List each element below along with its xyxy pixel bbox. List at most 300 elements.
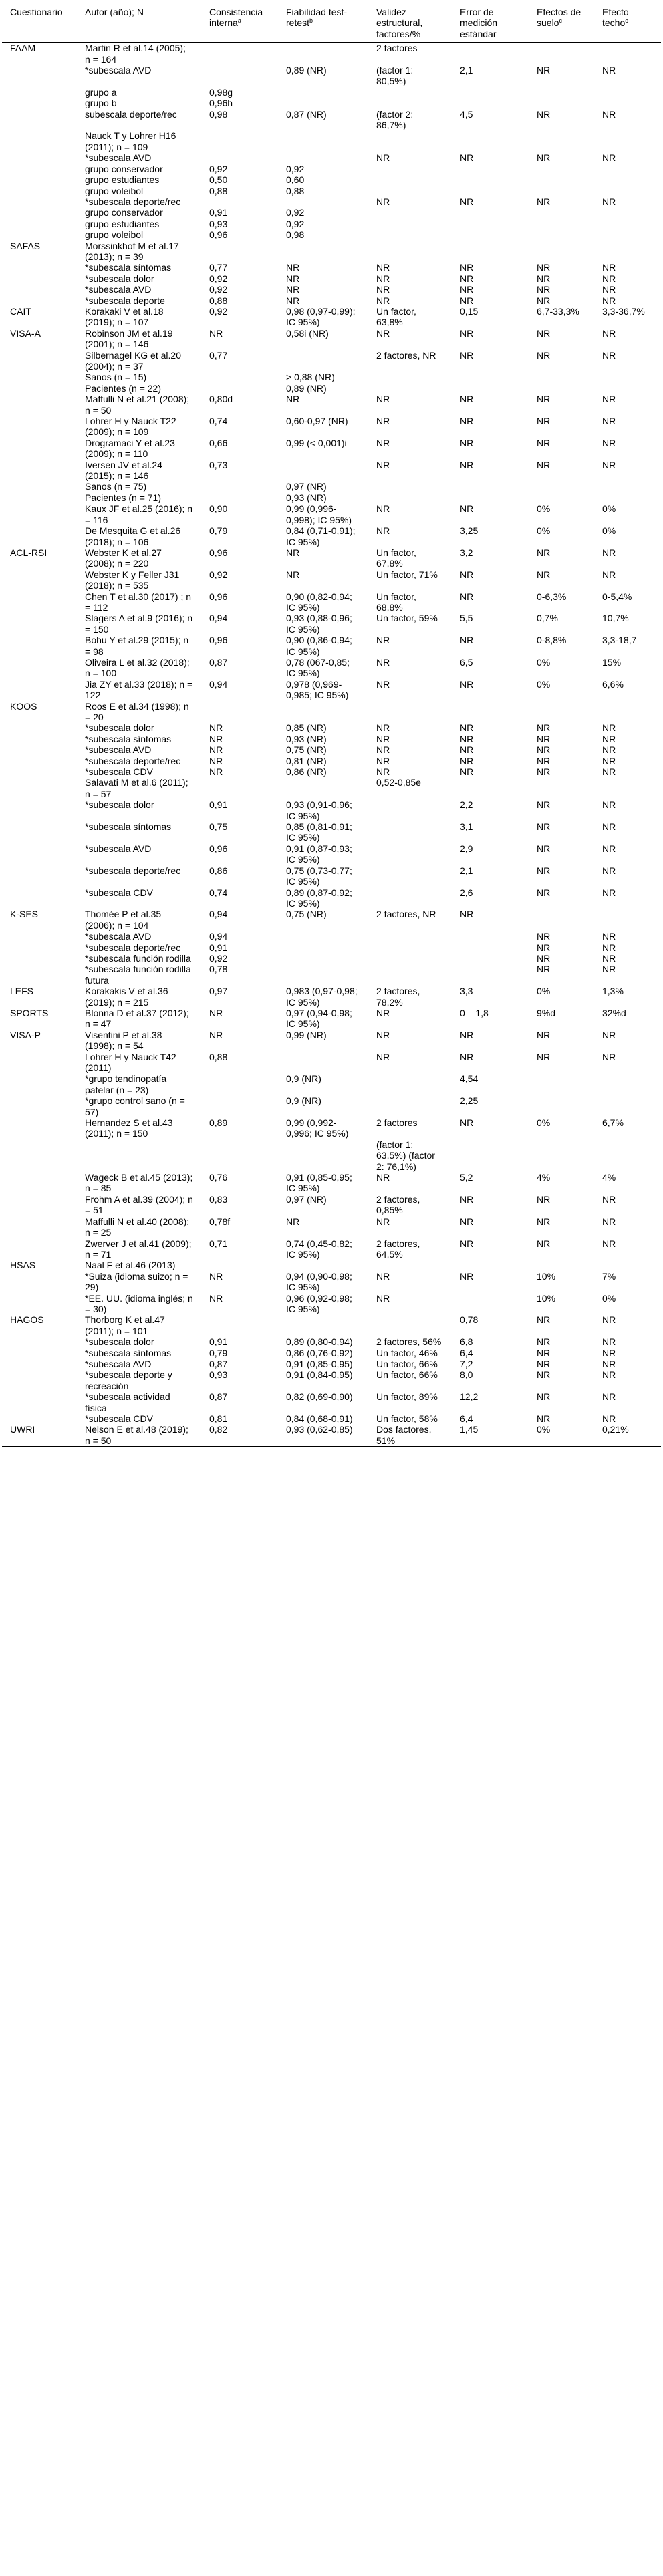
- cell-internal-consistency: 0,94: [209, 613, 228, 624]
- cell-structural-validity: NR: [376, 1292, 390, 1304]
- table-row: [2, 777, 661, 799]
- cell-structural-validity: [368, 964, 452, 986]
- cell-internal-consistency: 0,78f: [209, 1215, 231, 1227]
- cell-sem: 6,5: [460, 656, 473, 668]
- cell-test-retest: 0,91 (0,85-0,95): [286, 1358, 353, 1369]
- cell-floor-effect: NR: [537, 1391, 551, 1403]
- cell-structural-validity: NR: [376, 1172, 390, 1183]
- cell-author: *subescala dolor: [85, 799, 154, 811]
- cell-questionnaire: [2, 525, 77, 547]
- cell-test-retest: 0,93 (0,88-0,96; IC 95%): [286, 613, 352, 635]
- cell-author: Maffulli N et al.21 (2008); n = 50: [85, 394, 190, 416]
- cell-structural-validity: [368, 164, 452, 174]
- cell-test-retest: 0,85 (0,81-0,91; IC 95%): [286, 821, 352, 843]
- cell-author: Iversen JV et al.24 (2015); n = 146: [85, 459, 162, 482]
- cell-test-retest: NR: [286, 262, 300, 273]
- cell-sem: NR: [460, 1117, 474, 1129]
- cell-sem: NR: [460, 1238, 474, 1249]
- cell-structural-validity: [368, 481, 452, 492]
- cell-sem: [452, 953, 529, 964]
- cell-internal-consistency: [201, 1260, 278, 1270]
- table-row: [2, 756, 661, 766]
- cell-author: Korakaki V et al.18 (2019); n = 107: [85, 305, 164, 328]
- cell-floor-effect: 4%: [537, 1172, 551, 1183]
- cell-sem: NR: [460, 459, 474, 470]
- cell-sem: [452, 207, 529, 218]
- table-row: [2, 328, 661, 350]
- cell-internal-consistency: NR: [209, 1292, 223, 1304]
- cell-floor-effect: [529, 1073, 594, 1095]
- cell-structural-validity: Un factor, 71%: [376, 569, 438, 580]
- cell-sem: NR: [460, 394, 474, 405]
- cell-ceiling-effect: NR: [602, 437, 616, 448]
- cell-questionnaire: [2, 679, 77, 701]
- table-row: [2, 909, 661, 931]
- cell-structural-validity: NR: [376, 1007, 390, 1018]
- cell-questionnaire: [2, 229, 77, 240]
- cell-test-retest: [278, 43, 368, 65]
- cell-author: Bohu Y et al.29 (2015); n = 98: [85, 635, 189, 657]
- cell-internal-consistency: [201, 777, 278, 799]
- cell-sem: 3,1: [460, 821, 473, 833]
- cell-questionnaire: [2, 777, 77, 799]
- cell-questionnaire: [2, 207, 77, 218]
- cell-internal-consistency: 0,88: [209, 295, 228, 306]
- table-row: [2, 1052, 661, 1074]
- cell-floor-effect: NR: [537, 437, 551, 448]
- cell-sem: [452, 383, 529, 394]
- table-row: [2, 931, 661, 942]
- cell-sem: NR: [460, 1051, 474, 1062]
- cell-structural-validity: [368, 383, 452, 394]
- cell-floor-effect: 0%: [537, 525, 551, 537]
- cell-questionnaire: [2, 174, 77, 185]
- cell-sem: NR: [460, 349, 474, 361]
- cell-ceiling-effect: NR: [602, 1369, 616, 1381]
- cell-sem: 0,78: [460, 1314, 479, 1326]
- cell-questionnaire: CAIT: [10, 305, 31, 317]
- cell-internal-consistency: NR: [209, 733, 223, 744]
- cell-author: *subescala síntomas: [85, 1347, 172, 1358]
- cell-ceiling-effect: NR: [602, 942, 616, 953]
- cell-internal-consistency: 0,94: [209, 909, 228, 920]
- cell-internal-consistency: NR: [209, 1007, 223, 1018]
- cell-author: *subescala AVD: [85, 843, 152, 854]
- cell-structural-validity: Un factor, 89%: [376, 1391, 438, 1403]
- cell-ceiling-effect: NR: [602, 931, 616, 942]
- cell-author: Jia ZY et al.33 (2018); n = 122: [85, 678, 193, 701]
- cell-internal-consistency: [201, 241, 278, 263]
- table-row: [2, 1314, 661, 1336]
- cell-author: *subescala deporte: [85, 295, 165, 306]
- table-row: [2, 219, 661, 229]
- cell-ceiling-effect: NR: [602, 952, 616, 964]
- table-row: [2, 284, 661, 295]
- cell-floor-effect: NR: [537, 262, 551, 273]
- cell-ceiling-effect: NR: [602, 843, 616, 854]
- cell-questionnaire: [2, 186, 77, 196]
- cell-sem: [452, 1260, 529, 1270]
- cell-test-retest: [278, 1052, 368, 1074]
- header-sem: Error de medición estándar: [452, 4, 529, 43]
- cell-internal-consistency: 0,91: [209, 207, 228, 219]
- cell-sem: [452, 130, 529, 152]
- cell-ceiling-effect: NR: [602, 1314, 616, 1326]
- cell-author: Korakakis V et al.36 (2019); n = 215: [85, 986, 168, 1008]
- cell-test-retest: 0,88: [286, 185, 305, 196]
- cell-sem: [452, 98, 529, 108]
- cell-author: Salavati M et al.6 (2011); n = 57: [85, 777, 188, 799]
- cell-internal-consistency: 0,75: [209, 821, 228, 833]
- cell-structural-validity: NR: [376, 755, 390, 766]
- cell-questionnaire: [2, 744, 77, 755]
- cell-author: Visentini P et al.38 (1998); n = 54: [85, 1029, 162, 1052]
- cell-internal-consistency: [201, 65, 278, 87]
- cell-internal-consistency: 0,80d: [209, 394, 233, 405]
- cell-questionnaire: [2, 942, 77, 953]
- table-row: [2, 1369, 661, 1391]
- cell-floor-effect: [529, 98, 594, 108]
- cell-internal-consistency: [201, 1139, 278, 1172]
- cell-author: *subescala AVD: [85, 931, 152, 942]
- cell-internal-consistency: 0,98: [209, 108, 228, 120]
- cell-floor-effect: 0-6,3%: [537, 591, 567, 602]
- cell-floor-effect: [529, 186, 594, 196]
- cell-author: Lohrer H y Nauck T42 (2011): [85, 1051, 176, 1073]
- cell-floor-effect: [529, 43, 594, 65]
- cell-ceiling-effect: NR: [602, 755, 616, 766]
- cell-sem: 8,0: [460, 1369, 473, 1381]
- cell-structural-validity: 2 factores, NR: [376, 909, 436, 920]
- cell-author: *subescala AVD: [85, 284, 152, 295]
- cell-structural-validity: 2 factores: [376, 1117, 418, 1129]
- cell-questionnaire: [2, 438, 77, 460]
- cell-sem: NR: [460, 437, 474, 448]
- cell-sem: NR: [460, 591, 474, 602]
- cell-sem: NR: [460, 744, 474, 756]
- table-row: [2, 174, 661, 185]
- header-floor-effects: Efectos de suelo$^c$: [529, 4, 594, 43]
- cell-author: *subescala dolor: [85, 1336, 154, 1348]
- cell-test-retest: [278, 953, 368, 964]
- cell-sem: NR: [460, 196, 474, 207]
- cell-ceiling-effect: NR: [602, 284, 616, 295]
- cell-questionnaire: [2, 109, 77, 131]
- cell-author: *EE. UU. (idioma inglés; n = 30): [85, 1292, 193, 1314]
- cell-internal-consistency: 0,87: [209, 656, 228, 668]
- table-row: [2, 1139, 661, 1172]
- cell-questionnaire: [2, 1336, 77, 1347]
- cell-floor-effect: 0%: [537, 986, 551, 997]
- cell-test-retest: [278, 460, 368, 482]
- cell-internal-consistency: [201, 1314, 278, 1336]
- cell-ceiling-effect: NR: [602, 1358, 616, 1369]
- cell-questionnaire: [2, 1293, 77, 1315]
- cell-floor-effect: [529, 372, 594, 382]
- cell-ceiling-effect: 0-5,4%: [602, 591, 632, 602]
- cell-questionnaire: HAGOS: [10, 1314, 44, 1326]
- cell-floor-effect: NR: [537, 931, 551, 942]
- table-row: [2, 1391, 661, 1413]
- cell-author: Silbernagel KG et al.20 (2004); n = 37: [85, 349, 181, 372]
- cell-test-retest: 0,60: [286, 174, 305, 186]
- table-row: [2, 164, 661, 174]
- cell-internal-consistency: 0,93: [209, 1369, 228, 1381]
- cell-test-retest: 0,78 (067-0,85; IC 95%): [286, 656, 350, 679]
- cell-author: Sanos (n = 75): [85, 481, 147, 492]
- cell-internal-consistency: NR: [209, 327, 223, 339]
- cell-sem: NR: [460, 1270, 474, 1282]
- cell-questionnaire: [2, 65, 77, 87]
- cell-structural-validity: [368, 701, 452, 723]
- cell-internal-consistency: 0,89: [209, 1117, 228, 1129]
- cell-sem: 5,2: [460, 1172, 473, 1183]
- cell-sem: 4,5: [460, 108, 473, 120]
- cell-questionnaire: [2, 460, 77, 482]
- cell-ceiling-effect: NR: [602, 1347, 616, 1358]
- cell-author: *subescala AVD: [85, 1358, 152, 1369]
- cell-floor-effect: [529, 1095, 594, 1117]
- cell-sem: NR: [460, 273, 474, 284]
- cell-structural-validity: [368, 942, 452, 953]
- cell-ceiling-effect: 7%: [602, 1270, 616, 1282]
- cell-test-retest: [278, 241, 368, 263]
- cell-questionnaire: KOOS: [10, 700, 37, 712]
- cell-ceiling-effect: [594, 174, 661, 185]
- cell-author: [77, 1139, 201, 1172]
- table-row: [2, 821, 661, 843]
- cell-structural-validity: Dos factores, 51%: [368, 1424, 452, 1446]
- cell-questionnaire: [2, 799, 77, 821]
- cell-test-retest: 0,92: [286, 163, 305, 174]
- cell-floor-effect: NR: [537, 1238, 551, 1249]
- cell-structural-validity: [368, 207, 452, 218]
- cell-floor-effect: NR: [537, 722, 551, 734]
- cell-ceiling-effect: 3,3-36,7%: [602, 305, 645, 317]
- cell-structural-validity: [368, 1095, 452, 1117]
- cell-author: Zwerver J et al.41 (2009); n = 71: [85, 1238, 192, 1260]
- cell-floor-effect: NR: [537, 1051, 551, 1062]
- cell-ceiling-effect: [594, 1095, 661, 1117]
- cell-internal-consistency: 0,92: [209, 163, 228, 174]
- cell-ceiling-effect: [594, 701, 661, 723]
- cell-sem: 2,1: [460, 65, 473, 76]
- cell-test-retest: 0,89 (0,80-0,94): [286, 1336, 353, 1348]
- cell-ceiling-effect: [594, 130, 661, 152]
- cell-sem: 3,25: [460, 525, 479, 537]
- cell-internal-consistency: 0,96: [209, 635, 228, 646]
- cell-floor-effect: [529, 492, 594, 503]
- cell-ceiling-effect: [594, 1139, 661, 1172]
- cell-sem: NR: [460, 1029, 474, 1040]
- cell-test-retest: 0,90 (0,82-0,94; IC 95%): [286, 591, 352, 613]
- cell-author: De Mesquita G et al.26 (2018); n = 106: [85, 525, 181, 547]
- cell-test-retest: 0,99 (< 0,001)i: [286, 437, 347, 448]
- cell-author: Webster K et al.27 (2008); n = 220: [85, 547, 162, 569]
- cell-ceiling-effect: [594, 207, 661, 218]
- cell-author: Maffulli N et al.40 (2008); n = 25: [85, 1215, 190, 1238]
- cell-floor-effect: NR: [537, 766, 551, 778]
- cell-sem: NR: [460, 678, 474, 690]
- cell-ceiling-effect: NR: [602, 733, 616, 744]
- cell-internal-consistency: 0,96: [209, 547, 228, 558]
- cell-sem: 2,6: [460, 887, 473, 898]
- cell-questionnaire: [2, 1238, 77, 1260]
- cell-structural-validity: Un factor, 63,8%: [376, 305, 416, 328]
- cell-internal-consistency: NR: [209, 1029, 223, 1040]
- cell-sem: NR: [460, 722, 474, 734]
- cell-questionnaire: [2, 569, 77, 591]
- cell-internal-consistency: 0,79: [209, 525, 228, 537]
- cell-test-retest: [278, 1139, 368, 1172]
- header-internal-consistency: Consistencia interna$^a$: [201, 4, 278, 43]
- cell-floor-effect: 0%: [537, 503, 551, 515]
- cell-structural-validity: NR: [376, 722, 390, 734]
- cell-author: *subescala función rodilla futura: [85, 964, 191, 986]
- cell-internal-consistency: NR: [209, 1270, 223, 1282]
- cell-author: *subescala deporte/rec: [85, 865, 181, 876]
- cell-test-retest: 0,85 (NR): [286, 722, 327, 734]
- cell-author: *subescala AVD: [85, 65, 152, 76]
- cell-structural-validity: [368, 931, 452, 942]
- cell-sem: 2,25: [460, 1095, 479, 1107]
- cell-floor-effect: NR: [537, 65, 551, 76]
- cell-test-retest: 0,98 (0,97-0,99); IC 95%): [286, 305, 356, 328]
- cell-sem: 1,45: [452, 1424, 529, 1446]
- cell-internal-consistency: [201, 383, 278, 394]
- table-row: [2, 262, 661, 273]
- cell-floor-effect: [529, 87, 594, 98]
- cell-author: Slagers A et al.9 (2016); n = 150: [85, 613, 193, 635]
- table-row: [2, 109, 661, 131]
- cell-floor-effect: NR: [537, 1215, 551, 1227]
- cell-sem: [452, 174, 529, 185]
- cell-ceiling-effect: NR: [602, 744, 616, 756]
- cell-questionnaire: [2, 1052, 77, 1074]
- cell-author: Morssinkhof M et al.17 (2013); n = 39: [85, 240, 179, 262]
- cell-structural-validity: NR: [376, 525, 390, 537]
- cell-structural-validity: [368, 492, 452, 503]
- cell-ceiling-effect: [594, 164, 661, 174]
- cell-ceiling-effect: NR: [602, 887, 616, 898]
- table-row: [2, 1194, 661, 1216]
- table-row: [2, 438, 661, 460]
- cell-ceiling-effect: [594, 43, 661, 65]
- cell-test-retest: 0,9 (NR): [286, 1095, 321, 1107]
- cell-sem: 4,54: [460, 1073, 479, 1085]
- cell-questionnaire: [2, 383, 77, 394]
- cell-sem: 12,2: [460, 1391, 479, 1403]
- cell-author: *subescala CDV: [85, 887, 153, 898]
- cell-questionnaire: ACL-RSI: [10, 547, 47, 558]
- cell-questionnaire: [2, 843, 77, 865]
- cell-sem: [452, 87, 529, 98]
- cell-ceiling-effect: [594, 372, 661, 382]
- cell-ceiling-effect: [594, 909, 661, 931]
- table-row: [2, 383, 661, 394]
- cell-internal-consistency: 0,74: [209, 416, 228, 427]
- cell-questionnaire: [2, 722, 77, 733]
- cell-author: Sanos (n = 15): [85, 372, 147, 383]
- cell-ceiling-effect: 3,3-18,7: [602, 635, 637, 646]
- cell-author: *subescala síntomas: [85, 733, 172, 744]
- cell-questionnaire: [2, 1073, 77, 1095]
- cell-author: Robinson JM et al.19 (2001); n = 146: [85, 327, 173, 350]
- cell-author: *subescala deporte/rec: [85, 755, 181, 766]
- cell-author: Martin R et al.14 (2005); n = 164: [85, 43, 186, 65]
- cell-structural-validity: NR: [376, 459, 390, 470]
- cell-author: *subescala deporte/rec: [85, 942, 181, 953]
- cell-ceiling-effect: NR: [602, 547, 616, 558]
- table-row: [2, 887, 661, 909]
- cell-sem: [452, 701, 529, 723]
- cell-author: Thomée P et al.35 (2006); n = 104: [85, 909, 162, 931]
- table-row: [2, 701, 661, 723]
- cell-sem: 6,8: [460, 1336, 473, 1348]
- cell-test-retest: 0,82 (0,69-0,90): [286, 1391, 353, 1403]
- cell-test-retest: 0,978 (0,969-0,985; IC 95%): [286, 678, 349, 701]
- cell-sem: [452, 931, 529, 942]
- table-row: [2, 196, 661, 207]
- cell-author: *subescala deporte/rec: [85, 196, 181, 207]
- cell-test-retest: 0,89 (NR): [286, 382, 327, 394]
- cell-ceiling-effect: 15%: [602, 656, 622, 668]
- cell-floor-effect: [529, 219, 594, 229]
- cell-test-retest: 0,93 (0,91-0,96; IC 95%): [286, 799, 352, 821]
- cell-structural-validity: 2 factores, NR: [376, 349, 436, 361]
- cell-floor-effect: NR: [537, 349, 551, 361]
- table-row: [2, 635, 661, 657]
- table-header: [2, 4, 661, 43]
- table-row: [2, 1073, 661, 1095]
- cell-sem: [452, 164, 529, 174]
- cell-ceiling-effect: [594, 87, 661, 98]
- cell-questionnaire: K-SES: [10, 909, 39, 920]
- cell-ceiling-effect: 10,7%: [602, 613, 629, 624]
- cell-questionnaire: [2, 416, 77, 438]
- cell-ceiling-effect: [594, 777, 661, 799]
- cell-author: grupo estudiantes: [85, 218, 160, 229]
- table-row: [2, 350, 661, 372]
- cell-author: *subescala actividad física: [85, 1391, 170, 1413]
- cell-structural-validity: [368, 865, 452, 887]
- cell-internal-consistency: 0,74: [209, 887, 228, 898]
- table-row: [2, 503, 661, 525]
- cell-test-retest: [278, 1260, 368, 1270]
- cell-internal-consistency: 0,92: [209, 952, 228, 964]
- table-row: [2, 657, 661, 679]
- cell-test-retest: NR: [286, 295, 300, 306]
- cell-questionnaire: [2, 1369, 77, 1391]
- cell-ceiling-effect: NR: [602, 1215, 616, 1227]
- cell-structural-validity: NR: [376, 733, 390, 744]
- cell-sem: NR: [460, 766, 474, 778]
- cell-questionnaire: [2, 756, 77, 766]
- cell-author: Lohrer H y Nauck T22 (2009); n = 109: [85, 416, 176, 438]
- cell-sem: [452, 1293, 529, 1315]
- cell-structural-validity: Un factor, 59%: [376, 613, 438, 624]
- cell-questionnaire: VISA-P: [10, 1029, 41, 1040]
- cell-floor-effect: NR: [537, 108, 551, 120]
- cell-sem: [452, 43, 529, 65]
- cell-author: grupo voleibol: [85, 185, 144, 196]
- cell-questionnaire: [2, 262, 77, 273]
- cell-floor-effect: NR: [537, 152, 551, 164]
- cell-ceiling-effect: NR: [602, 1336, 616, 1348]
- cell-internal-consistency: 0,92: [209, 284, 228, 295]
- cell-structural-validity: NR: [376, 678, 390, 690]
- cell-test-retest: NR: [286, 569, 300, 580]
